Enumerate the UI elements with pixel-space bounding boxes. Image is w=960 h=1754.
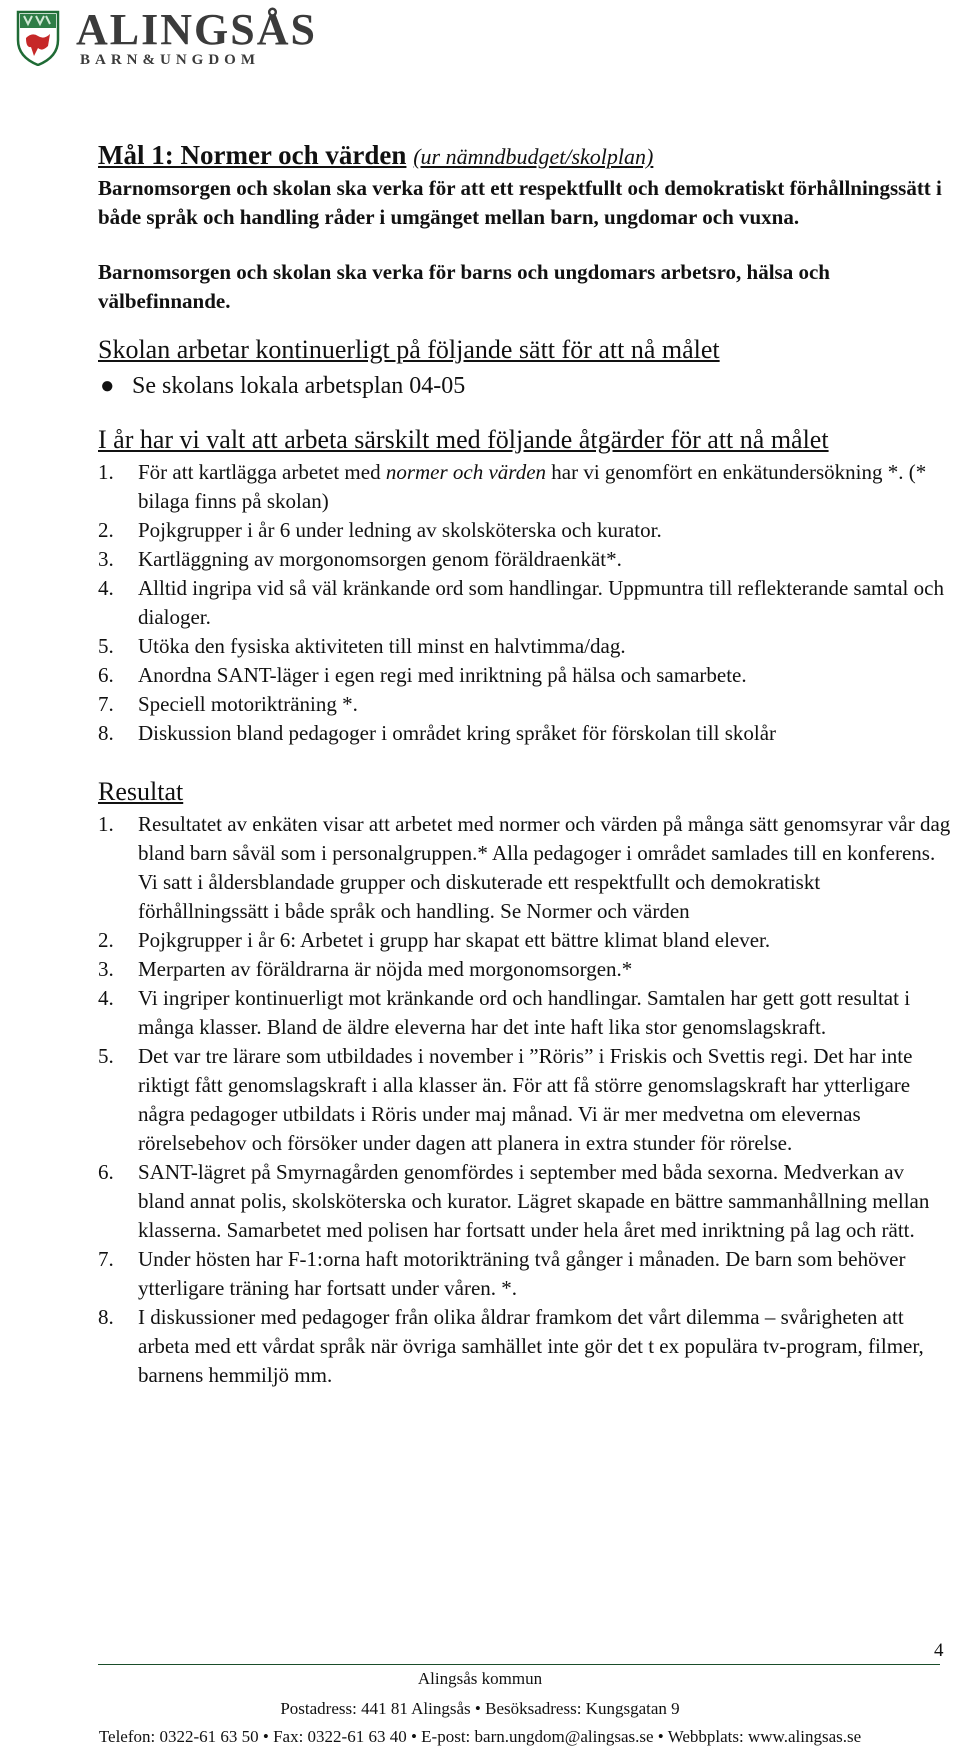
measures-heading: I år har vi valt att arbeta särskilt med följande åtgärder för att nå målet xyxy=(98,425,829,454)
list-item: 8. Diskussion bland pedagoger i området kring språket för förskolan till skolår xyxy=(98,719,954,748)
list-item: 5. Det var tre lärare som utbildades i november i ”Röris” i Friskis och Svettis regi. Det har inte riktigt fått genomslagskraft i alla klasser än. För att få större genomslagskraft har ytterligare några pedagoger utbildats i Röris under maj månad. Vi är mer medvetna om elevernas rörelsebehov och försöker under dagen att planera in extra stunder för rörelse. xyxy=(98,1044,913,1155)
list-item: 6. Anordna SANT-läger i egen regi med inriktning på hälsa och samarbete. xyxy=(98,661,954,690)
page-number: 4 xyxy=(934,1640,944,1661)
goal-title: Mål 1: Normer och värden xyxy=(98,140,407,170)
list-number: 7. xyxy=(98,1247,114,1271)
list-item: 4. Vi ingriper kontinuerligt mot kränkande ord och handlingar. Samtalen har gett gott resultat i många klasser. Bland de äldre eleverna har det inte haft lika stor genomslagskraft. xyxy=(98,986,911,1039)
list-number: 6. xyxy=(98,1160,114,1184)
goal-paragraph-1: Barnomsorgen och skolan ska verka för att ett respektfullt och demokratiskt förhållningssätt i både språk och handling råder i umgänget mellan barn, ungdomar och vuxna. xyxy=(98,176,942,229)
list-number: 3. xyxy=(98,957,114,981)
coat-of-arms-icon xyxy=(14,8,62,66)
list-item: 1. För att kartlägga arbetet med normer och värden har vi genomfört en enkätundersökning *. (* bilaga finns på skolan) xyxy=(98,460,927,513)
footer-org: Alingsås kommun xyxy=(417,1669,543,1688)
logo-name: ALINGSÅS xyxy=(76,5,317,54)
list-item: 3. Merparten av föräldrarna är nöjda med morgonomsorgen.* xyxy=(98,955,954,984)
work-bullet-text: Se skolans lokala arbetsplan 04-05 xyxy=(132,373,466,399)
list-number: 4. xyxy=(98,576,114,600)
work-bullet xyxy=(98,368,954,404)
goal-paragraph-2: Barnomsorgen och skolan ska verka för barns och ungdomars arbetsro, hälsa och välbefinnande. xyxy=(98,260,830,313)
footer-contact: Telefon: 0322-61 63 50 • Fax: 0322-61 63 40 • E-post: barn.ungdom@alingsas.se • Webbplats: www.alingsas.se xyxy=(98,1727,862,1746)
list-number: 3. xyxy=(98,547,114,571)
measures-list xyxy=(98,458,954,748)
results-heading: Resultat xyxy=(98,777,184,806)
logo-subtitle: BARN&UNGDOM xyxy=(80,52,260,68)
list-item: 7. Under hösten har F-1:orna haft motorikträning två gånger i månaden. De barn som behöver ytterligare träning har fortsatt under våren. *. xyxy=(98,1247,906,1300)
list-item: 2. Pojkgrupper i år 6 under ledning av skolsköterska och kurator. xyxy=(98,516,954,545)
results-list xyxy=(98,810,954,1390)
list-number: 4. xyxy=(98,986,114,1010)
document-body xyxy=(98,138,954,1390)
list-item: 6. SANT-lägret på Smyrnagården genomfördes i september med båda sexorna. Medverkan av bland annat polis, skolsköterska och kurator. Lägret skapade en bättre sammanhållning mellan klasserna. Samarbetet med polisen har fortsatt under hela året med inriktning på lag och rätt. xyxy=(98,1160,930,1242)
work-heading: Skolan arbetar kontinuerligt på följande sätt för att nå målet xyxy=(98,335,720,364)
goal-heading xyxy=(98,138,954,174)
footer-address: Postadress: 441 81 Alingsås • Besöksadress: Kungsgatan 9 xyxy=(280,1699,680,1718)
list-number: 8. xyxy=(98,1305,114,1329)
list-number: 1. xyxy=(98,812,114,836)
list-item: 3. Kartläggning av morgonomsorgen genom föräldraenkät*. xyxy=(98,545,954,574)
list-number: 2. xyxy=(98,928,114,952)
list-item: 8. I diskussioner med pedagoger från olika åldrar framkom det vårt dilemma – svårigheten att arbeta med ett vårdat språk när övriga samhället inte gör det t ex populära tv-program, filmer, barnens hemmiljö mm. xyxy=(98,1305,924,1387)
list-item: 1. Resultatet av enkäten visar att arbetet med normer och värden på många sätt genomsyrar vår dag bland barn såväl som i personalgruppen.* Alla pedagoger i området samlades till en konferens. Vi satt i åldersblandade grupper och diskuterade ett respektfullt och demokratiskt förhållningssätt i både språk och handling. Se Normer och värden xyxy=(98,812,951,923)
list-item: 4. Alltid ingripa vid så väl kränkande ord som handlingar. Uppmuntra till reflekterande samtal och dialoger. xyxy=(98,576,944,629)
list-item: 5. Utöka den fysiska aktiviteten till minst en halvtimma/dag. xyxy=(98,632,954,661)
list-number: 5. xyxy=(98,634,114,658)
bullet-icon: ● xyxy=(100,373,115,399)
list-item: 7. Speciell motorikträning *. xyxy=(98,690,954,719)
emphasis-text: normer och värden xyxy=(385,460,547,484)
list-item: 2. Pojkgrupper i år 6: Arbetet i grupp har skapat ett bättre klimat bland elever. xyxy=(98,926,954,955)
list-number: 5. xyxy=(98,1044,114,1068)
list-number: 7. xyxy=(98,692,114,716)
list-number: 8. xyxy=(98,721,114,745)
list-number: 1. xyxy=(98,460,114,484)
goal-note: (ur nämndbudget/skolplan) xyxy=(413,144,654,169)
logo xyxy=(14,5,317,68)
list-number: 2. xyxy=(98,518,114,542)
footer-divider xyxy=(98,1664,940,1665)
list-number: 6. xyxy=(98,663,114,687)
